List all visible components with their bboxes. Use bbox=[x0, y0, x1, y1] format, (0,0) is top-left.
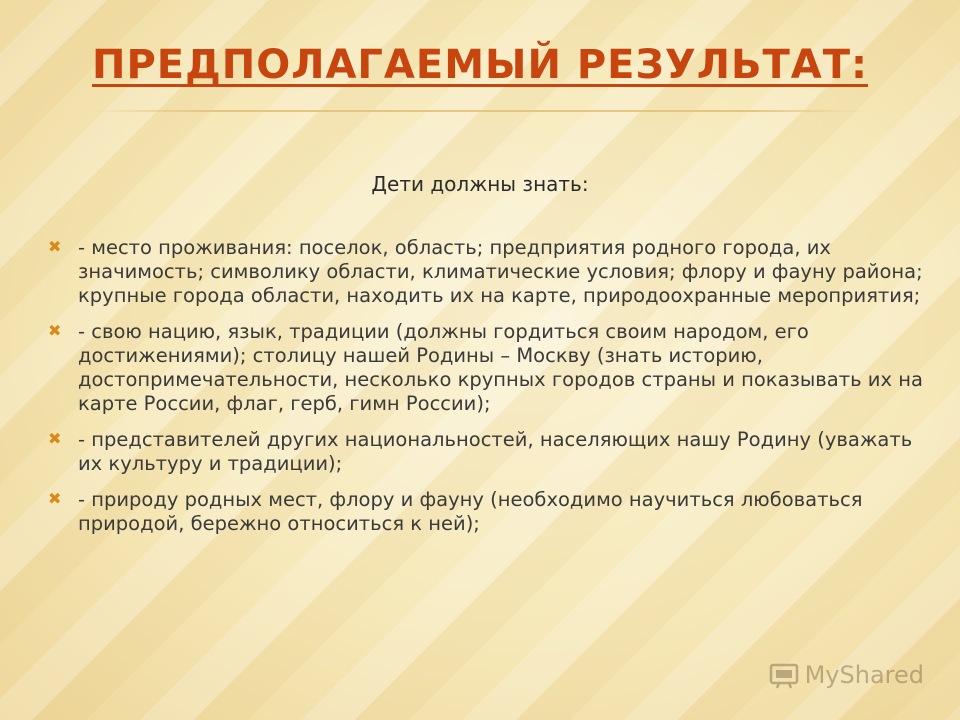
slide-subtitle: Дети должны знать: bbox=[371, 172, 589, 196]
bullet-text: - свою нацию, язык, традиции (должны гордиться своим народом, его достижениями); столицу нашей Родины – Москву (знать историю, достопримечательности, несколько крупных городов страны и показывать их на карте России, флаг, герб, гимн России); bbox=[78, 320, 923, 415]
x-mark-icon: ✖ bbox=[48, 489, 62, 508]
x-mark-icon: ✖ bbox=[48, 321, 62, 340]
bullet-item bbox=[44, 428, 924, 476]
title-divider bbox=[90, 110, 870, 112]
myshared-logo-icon bbox=[769, 661, 799, 689]
bullet-text: - место проживания: поселок, область; предприятия родного города, их значимость; символику области, климатические условия; флору и фауну района; крупные города области, находить их на карте, природоохранные мероприятия; bbox=[78, 236, 923, 307]
watermark-text: MyShared bbox=[804, 661, 924, 689]
x-mark-icon: ✖ bbox=[48, 237, 62, 256]
bullet-list bbox=[44, 236, 924, 548]
watermark bbox=[769, 660, 924, 690]
bullet-item bbox=[44, 320, 924, 416]
bullet-text: - представителей других национальностей, населяющих нашу Родину (уважать их культуру и традиции); bbox=[78, 428, 913, 475]
bullet-item bbox=[44, 488, 924, 536]
slide-title: ПРЕДПОЛАГАЕМЫЙ РЕЗУЛЬТАТ: bbox=[92, 42, 868, 88]
bullet-text: - природу родных мест, флору и фауну (необходимо научиться любоваться природой, бережно относиться к ней); bbox=[78, 488, 863, 535]
bullet-item bbox=[44, 236, 924, 308]
x-mark-icon: ✖ bbox=[48, 429, 62, 448]
